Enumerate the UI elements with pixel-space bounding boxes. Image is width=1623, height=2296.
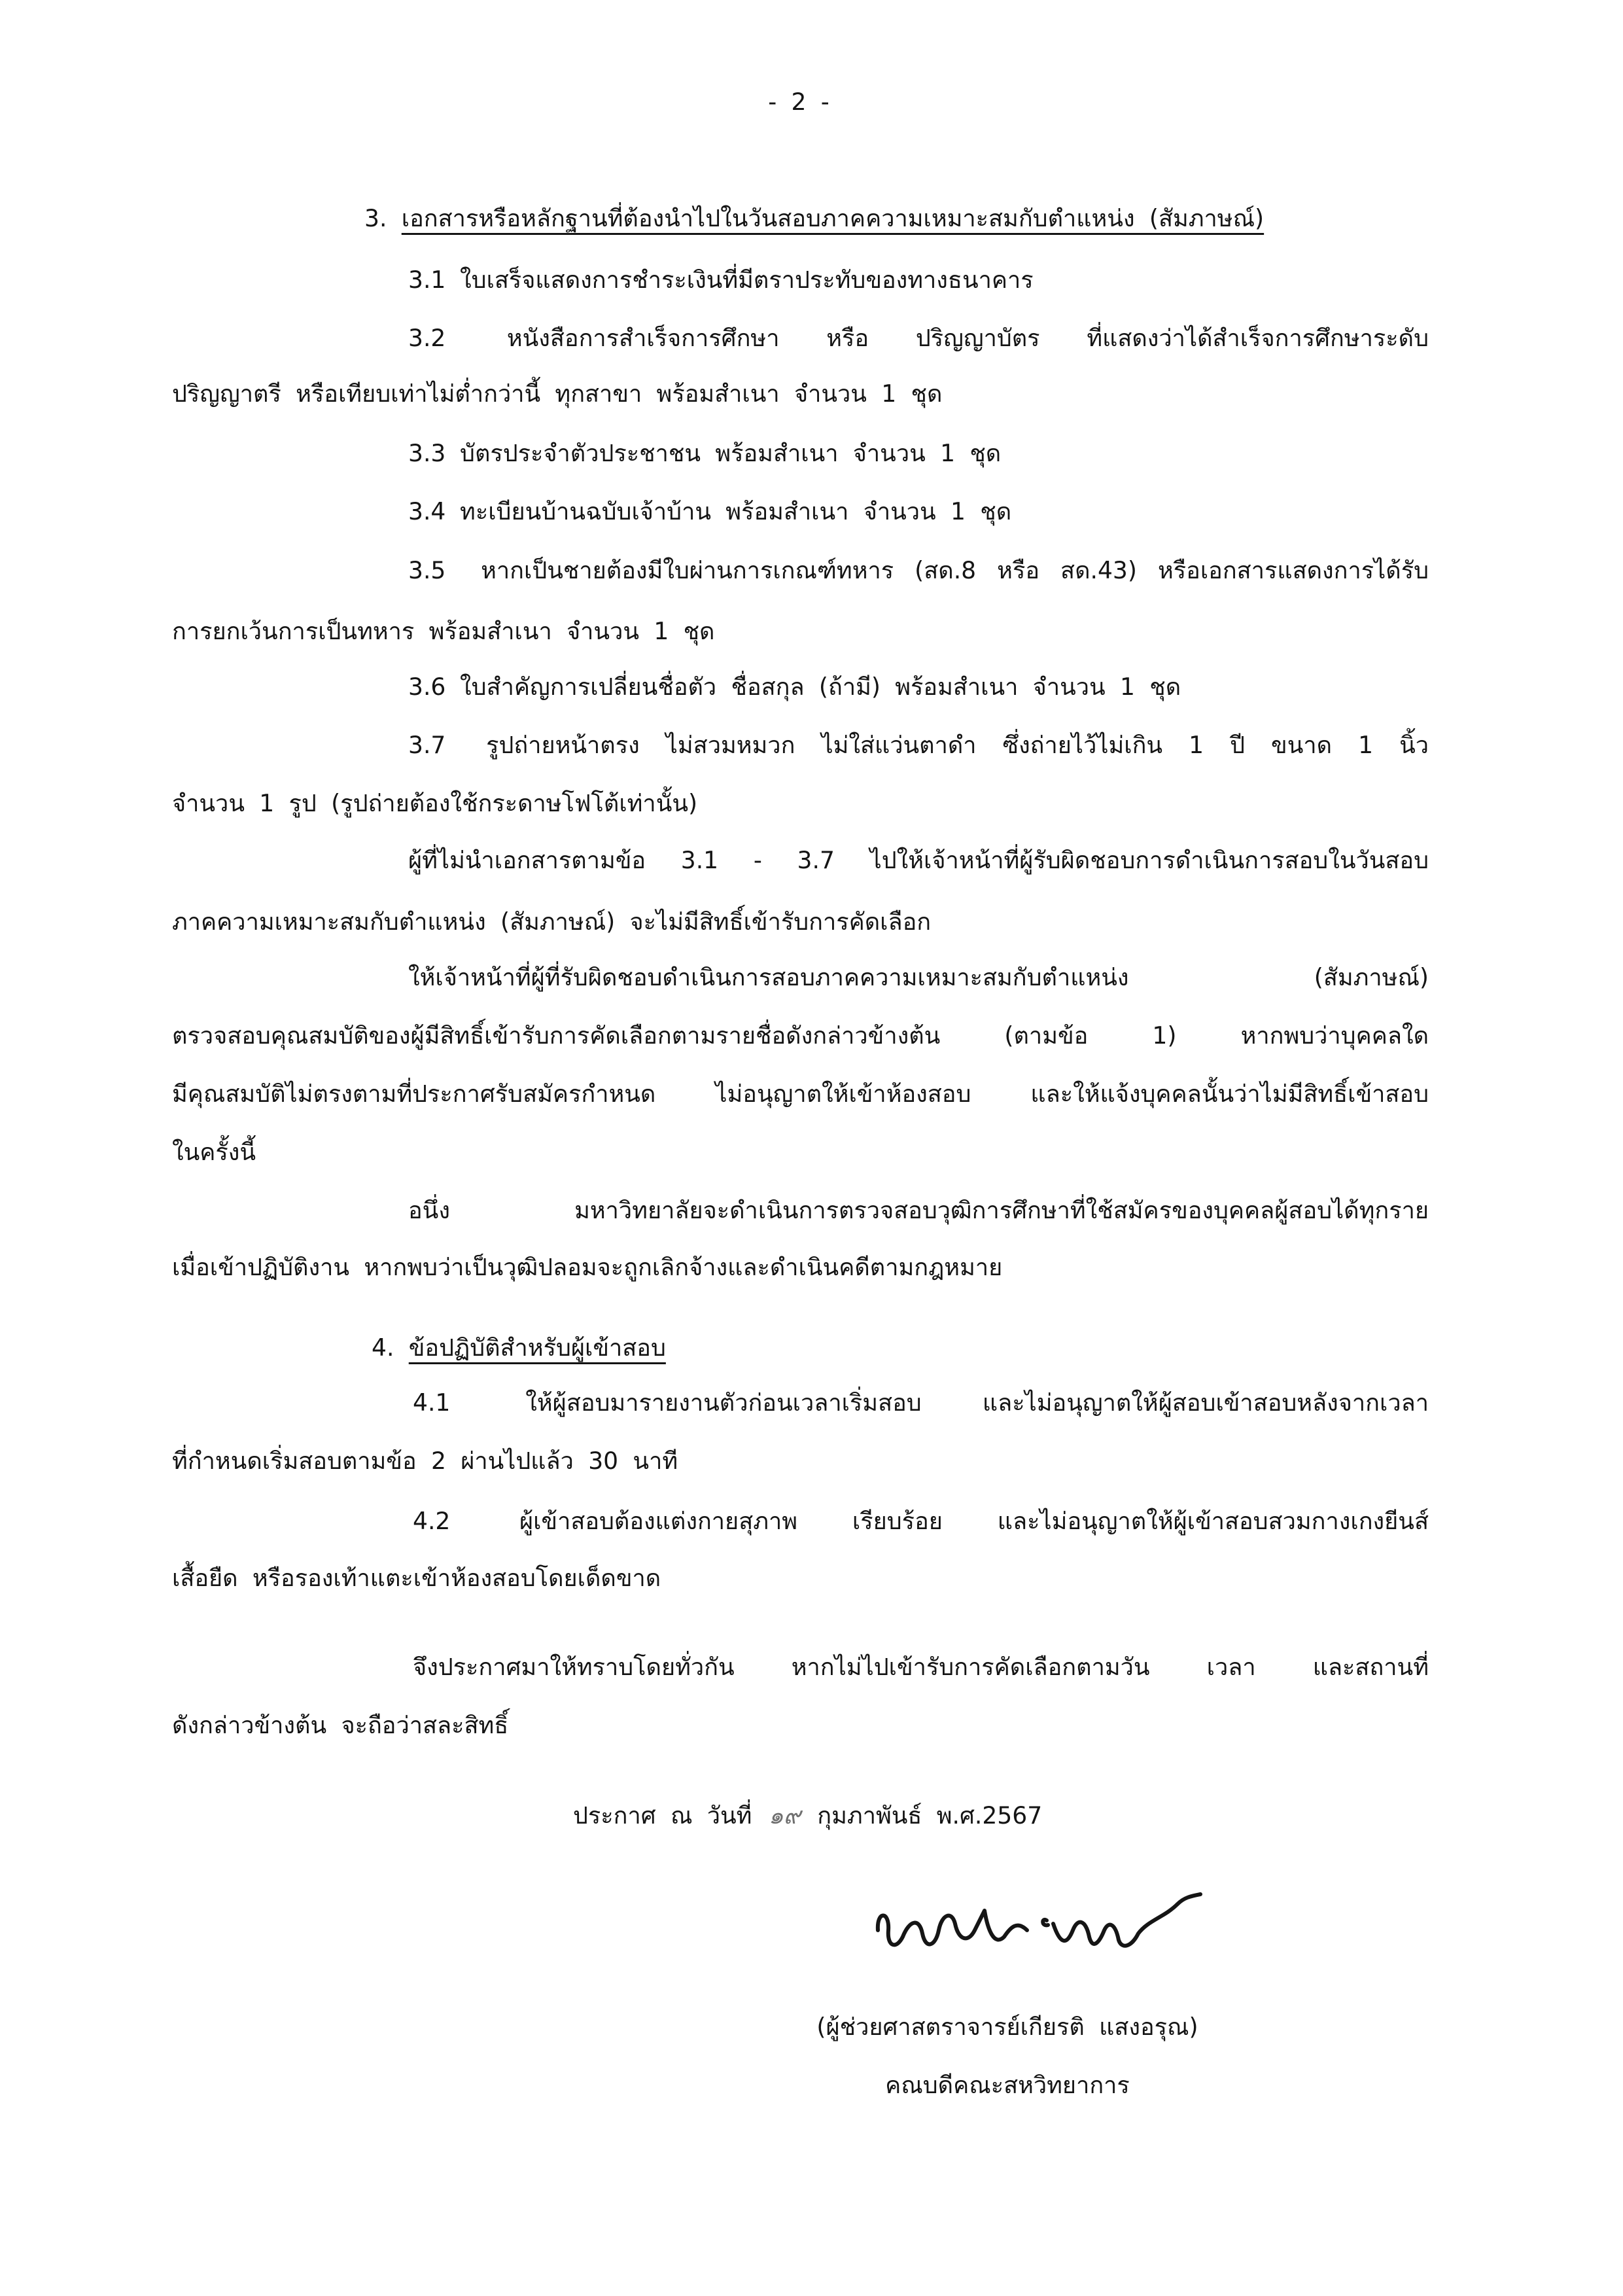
item-4-1 [413, 1378, 1429, 1428]
item-text: ใบเสร็จแสดงการชำระเงินที่มีตราประทับของทางธนาคาร [460, 266, 1034, 294]
announcement-date [573, 1791, 1293, 1841]
item-number: 4.2 [413, 1508, 451, 1535]
paragraph-line: ในครั้งนี้ [172, 1139, 256, 1166]
item-text: ใบสำคัญการเปลี่ยนชื่อตัว ชื่อสกุล (ถ้ามี) พร้อมสำเนา จำนวน 1 ชุด [460, 673, 1181, 701]
item-number: 3.6 [408, 673, 446, 701]
date-day-handwritten: ๑๙ [768, 1802, 801, 1829]
paragraph-line: ดังกล่าวข้างต้น จะถือว่าสละสิทธิ์ [172, 1712, 509, 1739]
item-text: ผู้เข้าสอบต้องแต่งกายสุภาพ เรียบร้อย และไม่อนุญาตให้ผู้เข้าสอบสวมกางเกงยีนส์ [519, 1508, 1429, 1535]
section-3-title: เอกสารหรือหลักฐานที่ต้องนำไปในวันสอบภาคความเหมาะสมกับตำแหน่ง (สัมภาษณ์) [401, 205, 1265, 232]
page-number: - 2 - [768, 88, 829, 116]
item-text: หนังสือการสำเร็จการศึกษา หรือ ปริญญาบัตร ที่แสดงว่าได้สำเร็จการศึกษาระดับ [506, 325, 1429, 352]
item-number: 3.1 [408, 266, 446, 294]
section-3-heading [364, 194, 1429, 243]
item-number: 3.2 [408, 325, 446, 352]
item-text: รูปถ่ายหน้าตรง ไม่สวมหมวก ไม่ใส่แว่นตาดำ ซึ่งถ่ายไว้ไม่เกิน 1 ปี ขนาด 1 นิ้ว [486, 732, 1429, 759]
item-number: 3.4 [408, 498, 446, 525]
item-text: หากเป็นชายต้องมีใบผ่านการเกณฑ์ทหาร (สด.8 หรือ สด.43) หรือเอกสารแสดงการได้รับ [481, 557, 1429, 584]
item-4-2 [413, 1496, 1429, 1546]
paragraph-line: ผู้ที่ไม่นำเอกสารตามข้อ 3.1 - 3.7 ไปให้เจ้าหน้าที่ผู้รับผิดชอบการดำเนินการสอบในวันสอบ [408, 847, 1429, 874]
paragraph-line: มีคุณสมบัติไม่ตรงตามที่ประกาศรับสมัครกำหนด ไม่อนุญาตให้เข้าห้องสอบ และให้แจ้งบุคคลนั้นว่าไม่มีสิทธิ์เข้าสอบ [172, 1080, 1429, 1108]
item-number: 3.3 [408, 440, 446, 467]
signatory-position: คณบดีคณะสหวิทยาการ [885, 2072, 1130, 2099]
paragraph-line: จึงประกาศมาให้ทราบโดยทั่วกัน หากไม่ไปเข้ารับการคัดเลือกตามวัน เวลา และสถานที่ [413, 1653, 1429, 1681]
section-3-number: 3. [364, 205, 387, 232]
item-3-6 [408, 662, 1429, 712]
item-4-2-continuation: เสื้อยืด หรือรองเท้าแตะเข้าห้องสอบโดยเด็ดขาด [172, 1564, 661, 1592]
signatory-name: (ผู้ช่วยศาสตราจารย์เกียรติ แสงอรุณ) [816, 2013, 1198, 2041]
signature [870, 1884, 1210, 1983]
paragraph-line: เมื่อเข้าปฏิบัติงาน หากพบว่าเป็นวุฒิปลอมจะถูกเลิกจ้างและดำเนินคดีตามกฎหมาย [172, 1254, 1003, 1281]
item-number: 4.1 [413, 1389, 451, 1417]
item-3-5 [408, 546, 1429, 595]
item-number: 3.7 [408, 732, 446, 759]
item-3-3 [408, 429, 1429, 478]
item-number: 3.5 [408, 557, 446, 584]
item-3-5-continuation: การยกเว้นการเป็นทหาร พร้อมสำเนา จำนวน 1 ชุด [172, 618, 715, 645]
section-4-heading [372, 1323, 1429, 1373]
date-suffix: กุมภาพันธ์ พ.ศ.2567 [817, 1802, 1043, 1829]
item-text: ทะเบียนบ้านฉบับเจ้าบ้าน พร้อมสำเนา จำนวน 1 ชุด [460, 498, 1012, 525]
item-3-2-continuation: ปริญญาตรี หรือเทียบเท่าไม่ต่ำกว่านี้ ทุกสาขา พร้อมสำเนา จำนวน 1 ชุด [172, 380, 943, 408]
item-text: บัตรประจำตัวประชาชน พร้อมสำเนา จำนวน 1 ชุด [460, 440, 1002, 467]
item-text: ให้ผู้สอบมารายงานตัวก่อนเวลาเริ่มสอบ และไม่อนุญาตให้ผู้สอบเข้าสอบหลังจากเวลา [525, 1389, 1429, 1417]
item-3-7 [408, 720, 1429, 770]
item-3-4 [408, 487, 1429, 537]
item-3-1 [408, 255, 1429, 305]
item-3-7-continuation: จำนวน 1 รูป (รูปถ่ายต้องใช้กระดาษโฟโต้เท่านั้น) [172, 790, 698, 817]
item-4-1-continuation: ที่กำหนดเริ่มสอบตามข้อ 2 ผ่านไปแล้ว 30 นาที [172, 1447, 678, 1475]
date-prefix: ประกาศ ณ วันที่ [573, 1802, 752, 1829]
paragraph-line: ให้เจ้าหน้าที่ผู้ที่รับผิดชอบดำเนินการสอบภาคความเหมาะสมกับตำแหน่ง (สัมภาษณ์) [408, 964, 1429, 991]
paragraph-line: ตรวจสอบคุณสมบัติของผู้มีสิทธิ์เข้ารับการคัดเลือกตามรายชื่อดังกล่าวข้างต้น (ตามข้อ 1) หากพบว่าบุคคลใด [172, 1022, 1429, 1050]
paragraph-line: ภาคความเหมาะสมกับตำแหน่ง (สัมภาษณ์) จะไม่มีสิทธิ์เข้ารับการคัดเลือก [172, 908, 932, 936]
paragraph-line: อนึ่ง มหาวิทยาลัยจะดำเนินการตรวจสอบวุฒิการศึกษาที่ใช้สมัครของบุคคลผู้สอบได้ทุกราย [408, 1197, 1429, 1224]
item-3-2 [408, 313, 1429, 363]
section-4-title: ข้อปฏิบัติสำหรับผู้เข้าสอบ [408, 1334, 666, 1362]
section-4-number: 4. [372, 1334, 394, 1362]
